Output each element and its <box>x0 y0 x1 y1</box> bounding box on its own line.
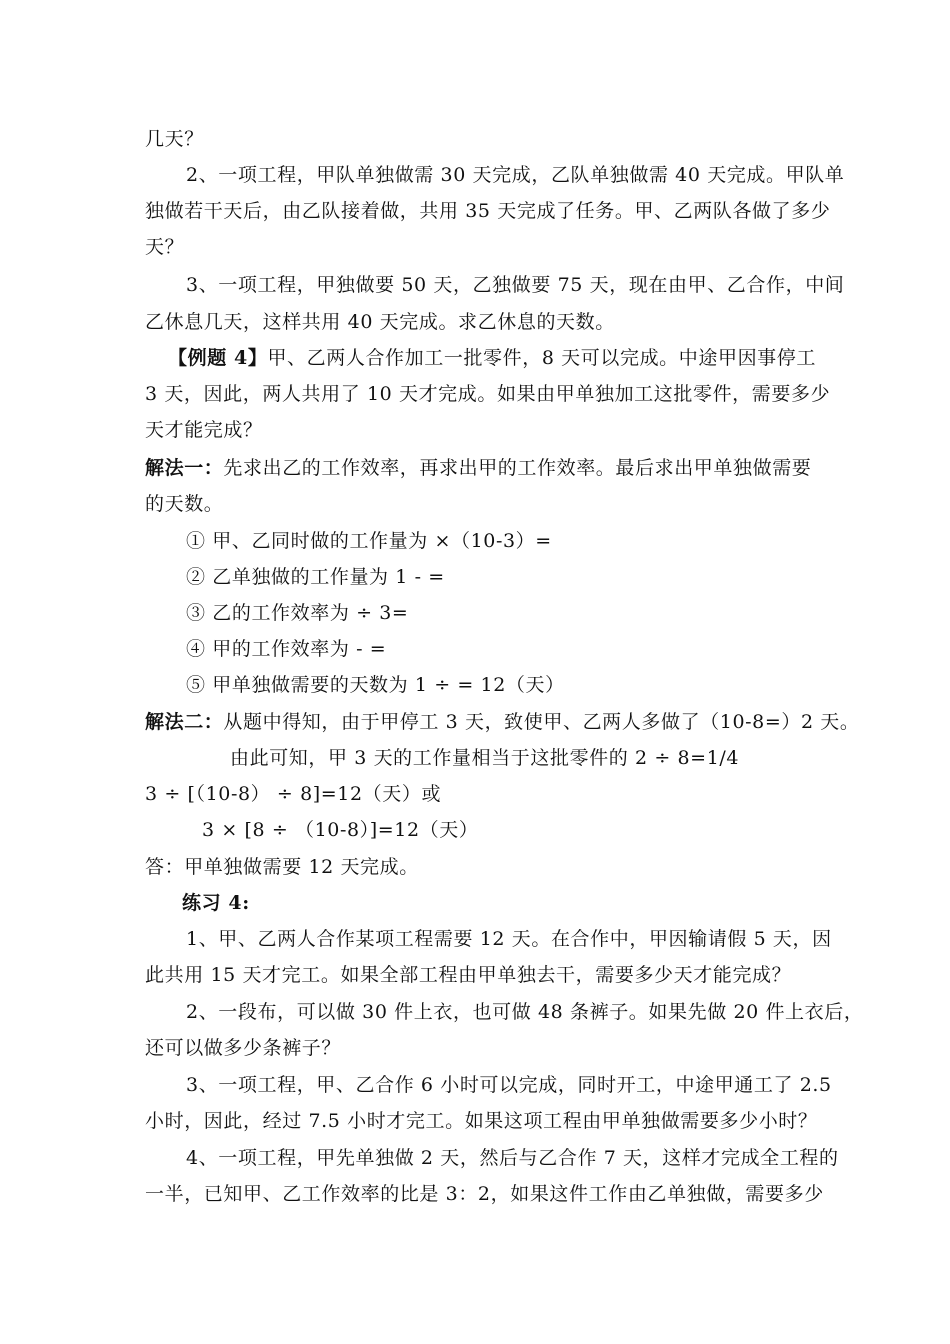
exercise-2-line: 2、一项工程，甲队单独做需 30 天完成，乙队单独做需 40 天完成。甲队单 <box>186 164 845 186</box>
practice-4-line: 4、一项工程，甲先单独做 2 天，然后与乙合作 7 天，这样才完成全工程的 <box>186 1147 839 1169</box>
practice-1-line: 1、甲、乙两人合作某项工程需要 12 天。在合作中，甲因输请假 5 天，因 <box>186 928 832 950</box>
formula-line: 3 ÷ [（10-8） ÷ 8]=12（天）或 <box>145 783 442 805</box>
step-5: ⑤ 甲单独做需要的天数为 1 ÷ = 12（天） <box>186 674 565 696</box>
example-4-line <box>168 346 816 370</box>
text-line: 的天数。 <box>145 493 224 515</box>
text-line: 独做若干天后，由乙队接着做，共用 35 天完成了任务。甲、乙两队各做了多少 <box>145 200 831 222</box>
text-line: 还可以做多少条裤子？ <box>145 1037 342 1059</box>
method-2-text: 从题中得知，由于甲停工 3 天，致使甲、乙两人多做了（10-8=）2 天。 <box>223 711 860 733</box>
example-4-text: 甲、乙两人合作加工一批零件，8 天可以完成。中途甲因事停工 <box>267 347 816 369</box>
practice-3-line: 3、一项工程，甲、乙合作 6 小时可以完成，同时开工，中途甲通工了 2.5 <box>186 1074 832 1096</box>
text-line: 一半，已知甲、乙工作效率的比是 3：2，如果这件工作由乙单独做，需要多少 <box>145 1183 824 1205</box>
text-line: 小时，因此，经过 7.5 小时才完工。如果这项工程由甲单独做需要多少小时？ <box>145 1110 818 1132</box>
example-4-label: 【例题 4】 <box>168 347 268 369</box>
text-line: 3 天，因此，两人共用了 10 天才完成。如果由甲单独加工这批零件，需要多少 <box>145 383 831 405</box>
practice-2-line: 2、一段布，可以做 30 件上衣，也可做 48 条裤子。如果先做 20 件上衣后， <box>186 1001 864 1023</box>
exercise-3-line: 3、一项工程，甲独做要 50 天，乙独做要 75 天，现在由甲、乙合作，中间 <box>186 274 845 296</box>
practice-4-heading: 练习 4: <box>182 892 250 914</box>
step-2: ② 乙单独做的工作量为 1 - = <box>186 566 445 588</box>
text-line: 天才能完成？ <box>145 419 263 441</box>
method-2-line <box>145 710 860 734</box>
method-1-text: 先求出乙的工作效率，再求出甲的工作效率。最后求出甲单独做需要 <box>223 457 812 479</box>
text-line: 乙休息几天，这样共用 40 天完成。求乙休息的天数。 <box>145 311 615 333</box>
text-line: 天？ <box>145 236 185 258</box>
method-1-line <box>145 456 811 480</box>
text-line: 由此可知，甲 3 天的工作量相当于这批零件的 2 ÷ 8=1/4 <box>230 747 740 769</box>
answer-line: 答：甲单独做需要 12 天完成。 <box>145 856 419 878</box>
step-4: ④ 甲的工作效率为 - = <box>186 638 387 660</box>
step-3: ③ 乙的工作效率为 ÷ 3= <box>186 602 409 624</box>
text-line: 几天？ <box>145 128 204 150</box>
step-1: ① 甲、乙同时做的工作量为 ×（10-3）= <box>186 530 552 552</box>
method-1-label: 解法一： <box>145 457 224 479</box>
formula-line: 3 × [8 ÷ （10-8）]=12（天） <box>202 819 479 841</box>
method-2-label: 解法二： <box>145 711 224 733</box>
text-line: 此共用 15 天才完工。如果全部工程由甲单独去干，需要多少天才能完成？ <box>145 964 792 986</box>
